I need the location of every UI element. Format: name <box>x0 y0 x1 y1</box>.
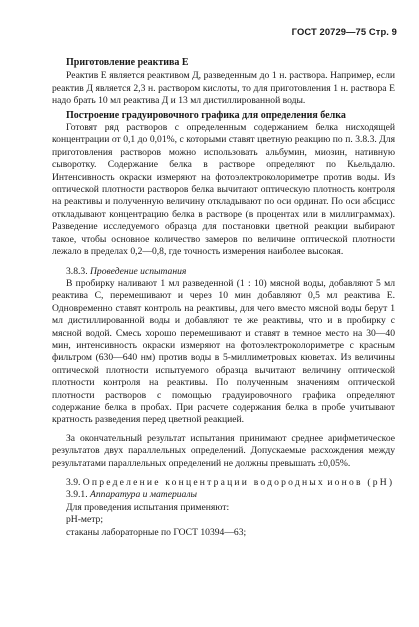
section-heading-3-9 <box>52 477 395 489</box>
section-title-calibration: Построение градуировочного графика для определения белка <box>66 109 346 121</box>
section-title-test: Проведение испытания <box>90 265 187 277</box>
section-heading-3-9-1 <box>52 489 395 501</box>
section-title-reagent-e: Приготовление реактива Е <box>66 57 189 68</box>
list-item: стаканы лабораторные по ГОСТ 10394—63; <box>66 526 247 538</box>
section-number: 3.9. <box>66 477 81 488</box>
paragraph-calibration: Готовят ряд растворов с определенным содержанием белка нисходящей концентрации от 0,1 до 0,01%, с которыми ставят цветную реакцию по п. 3.8.3. Для приготовления растворов можно использовать альбумин, миозин, нативную сыворотку. Содержание белка в растворе определяют по Кьельдалю. Интенсивность окраски измеряют на фотоэлектроколориметре против воды. Из оптической плотности растворов белка вычитают оптическую плотность контроля на реактивы и полученную величину откладывают по оси ординат. По оси абсцисс откладывают концентрацию белка в растворе (в процентах или в миллиграммах). Разведение исследуемого образца для постановки цветной реакции выбирают такое, чтобы основное количество замеров по величине оптической плотности лежало в пределах 0,2—0,8, где точность измерения наиболее высокая. <box>52 122 395 258</box>
section-number: 3.9.1. <box>66 489 88 501</box>
section-title-apparatus: Аппаратура и материалы <box>90 489 198 501</box>
list-item: рН-метр; <box>66 514 104 526</box>
apparatus-intro: Для проведения испытания применяют: <box>66 501 230 513</box>
paragraph-reagent-e: Реактив Е является реактивом Д, разведенным до 1 н. раствора. Например, если реактив Д является 2,3 н. раствором кислоты, то для приготовления 1 н. раствора Е надо брать 10 мл реактива Д и 13 мл дистиллированной воды. <box>52 70 395 107</box>
section-title-ph: Определение концентрации водородных <box>82 477 325 488</box>
paragraph-final-result: За окончательный результат испытания принимают среднее арифметическое результатов двух параллельных определений. Допускаемые расхождения между результатами параллельных определений не должны превышать ±0,05%. <box>52 432 395 469</box>
page-header: ГОСТ 20729—75 Стр. 9 <box>291 26 397 37</box>
paragraph-test-procedure: В пробирку наливают 1 мл разведенной (1 : 10) мясной воды, добавляют 5 мл реактива С, перемешивают и через 10 мин добавляют 0,5 мл реактива Е. Одновременно ставят контроль на реактивы, для чего вместо мясной воды берут 1 мл дистиллированной воды и добавляют те же реактивы, что и в пробирку с мясной водой. Смесь хорошо перемешивают и ставят в темное место на 30—40 мин, интенсивность окраски измеряют на фотоэлектроколориметре с красным фильтром (630—640 нм) против воды в 5-миллиметровых кюветах. Из величины оптической плотности испытуемого образца вычитают величину оптической плотности контроля на реактивы. По полученным значениям оптической плотности растворов с помощью градуировочного графика определяют содержание белка в пробах. При расчете содержания белка в пробе учитывают кратность разведения перед цветной реакцией. <box>52 277 395 426</box>
section-title-ph-rest: ионов (рН) <box>327 477 395 488</box>
page-body <box>52 57 395 539</box>
section-heading-3-8-3 <box>52 266 395 278</box>
section-number: 3.8.3. <box>66 265 88 277</box>
